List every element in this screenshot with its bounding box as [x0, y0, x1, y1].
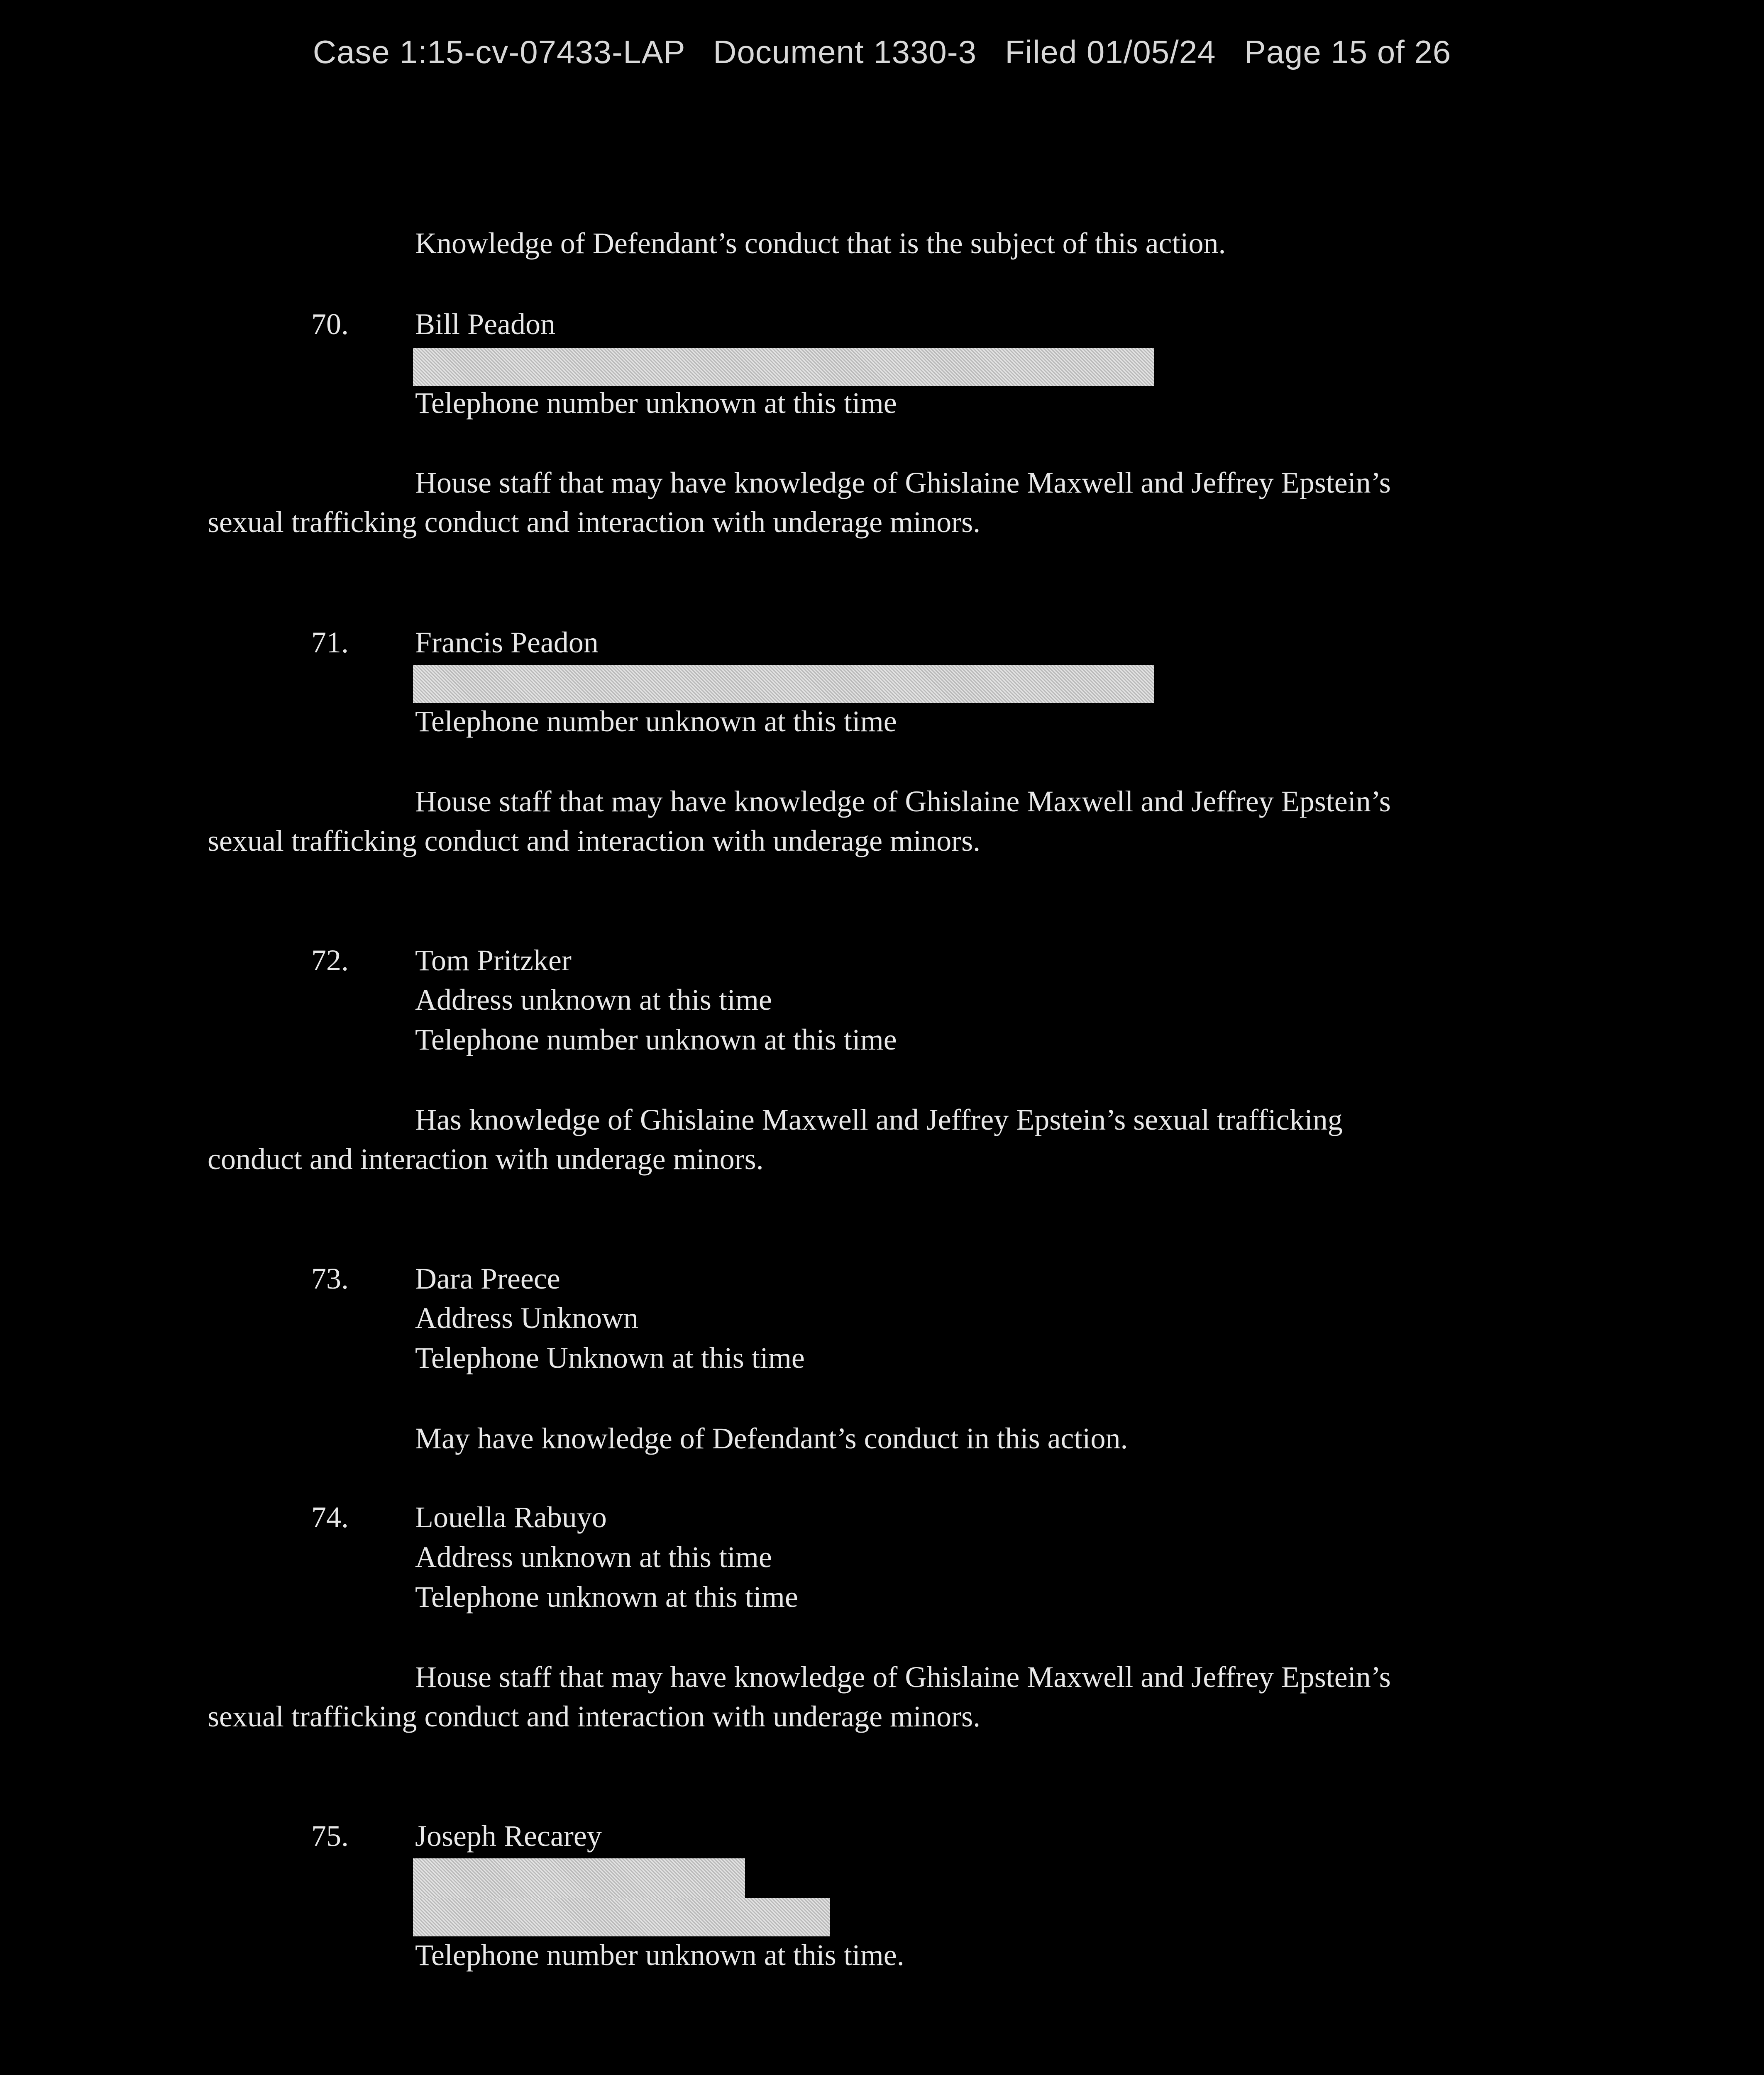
- entry-74-description-line2: sexual trafficking conduct and interaction with underage minors.: [208, 1700, 981, 1733]
- entry-73-number: 73.: [311, 1262, 349, 1295]
- entry-70-description-line1: House staff that may have knowledge of Ghislaine Maxwell and Jeffrey Epstein’s: [415, 466, 1391, 499]
- entry-73-telephone: Telephone Unknown at this time: [415, 1341, 805, 1374]
- entry-72-number: 72.: [311, 944, 349, 977]
- entry-75-address-redaction-line2: [413, 1898, 830, 1936]
- entry-73-description-line1: May have knowledge of Defendant’s conduct in this action.: [415, 1422, 1128, 1455]
- entry-71-telephone: Telephone number unknown at this time: [415, 705, 897, 738]
- header-document: Document 1330-3: [713, 34, 977, 70]
- case-header: [0, 33, 1764, 71]
- entry-74-address: Address unknown at this time: [415, 1540, 772, 1574]
- entry-74-number: 74.: [311, 1501, 349, 1534]
- entry-73-address: Address Unknown: [415, 1301, 638, 1335]
- entry-74-name: Louella Rabuyo: [415, 1501, 607, 1534]
- entry-75-number: 75.: [311, 1819, 349, 1853]
- entry-72-name: Tom Pritzker: [415, 944, 572, 977]
- entry-70-address-redaction: [413, 348, 1154, 386]
- entry-71-name: Francis Peadon: [415, 626, 599, 659]
- entry-71-description-line2: sexual trafficking conduct and interaction with underage minors.: [208, 824, 981, 857]
- entry-72-description-line2: conduct and interaction with underage minors.: [208, 1142, 764, 1176]
- entry-70-name: Bill Peadon: [415, 308, 555, 341]
- entry-72-telephone: Telephone number unknown at this time: [415, 1023, 897, 1056]
- entry-73-name: Dara Preece: [415, 1262, 560, 1295]
- entry-72-description-line1: Has knowledge of Ghislaine Maxwell and Jeffrey Epstein’s sexual trafficking: [415, 1103, 1343, 1136]
- entry-74-description-line1: House staff that may have knowledge of Ghislaine Maxwell and Jeffrey Epstein’s: [415, 1660, 1391, 1694]
- entry-70-description-line2: sexual trafficking conduct and interaction with underage minors.: [208, 505, 981, 539]
- entry-75-address-redaction-line1: [413, 1858, 745, 1898]
- entry-75-name: Joseph Recarey: [415, 1819, 602, 1853]
- header-case: Case 1:15-cv-07433-LAP: [313, 34, 685, 70]
- entry-70-number: 70.: [311, 308, 349, 341]
- header-page: Page 15 of 26: [1244, 34, 1451, 70]
- header-filed: Filed 01/05/24: [1005, 34, 1216, 70]
- entry-74-telephone: Telephone unknown at this time: [415, 1580, 798, 1614]
- continuation-text: Knowledge of Defendant’s conduct that is the subject of this action.: [415, 227, 1226, 260]
- entry-71-number: 71.: [311, 626, 349, 659]
- entry-70-telephone: Telephone number unknown at this time: [415, 386, 897, 420]
- entry-72-address: Address unknown at this time: [415, 983, 772, 1016]
- entry-71-description-line1: House staff that may have knowledge of Ghislaine Maxwell and Jeffrey Epstein’s: [415, 785, 1391, 818]
- entry-75-telephone: Telephone number unknown at this time.: [415, 1938, 904, 1972]
- entry-71-address-redaction: [413, 665, 1154, 703]
